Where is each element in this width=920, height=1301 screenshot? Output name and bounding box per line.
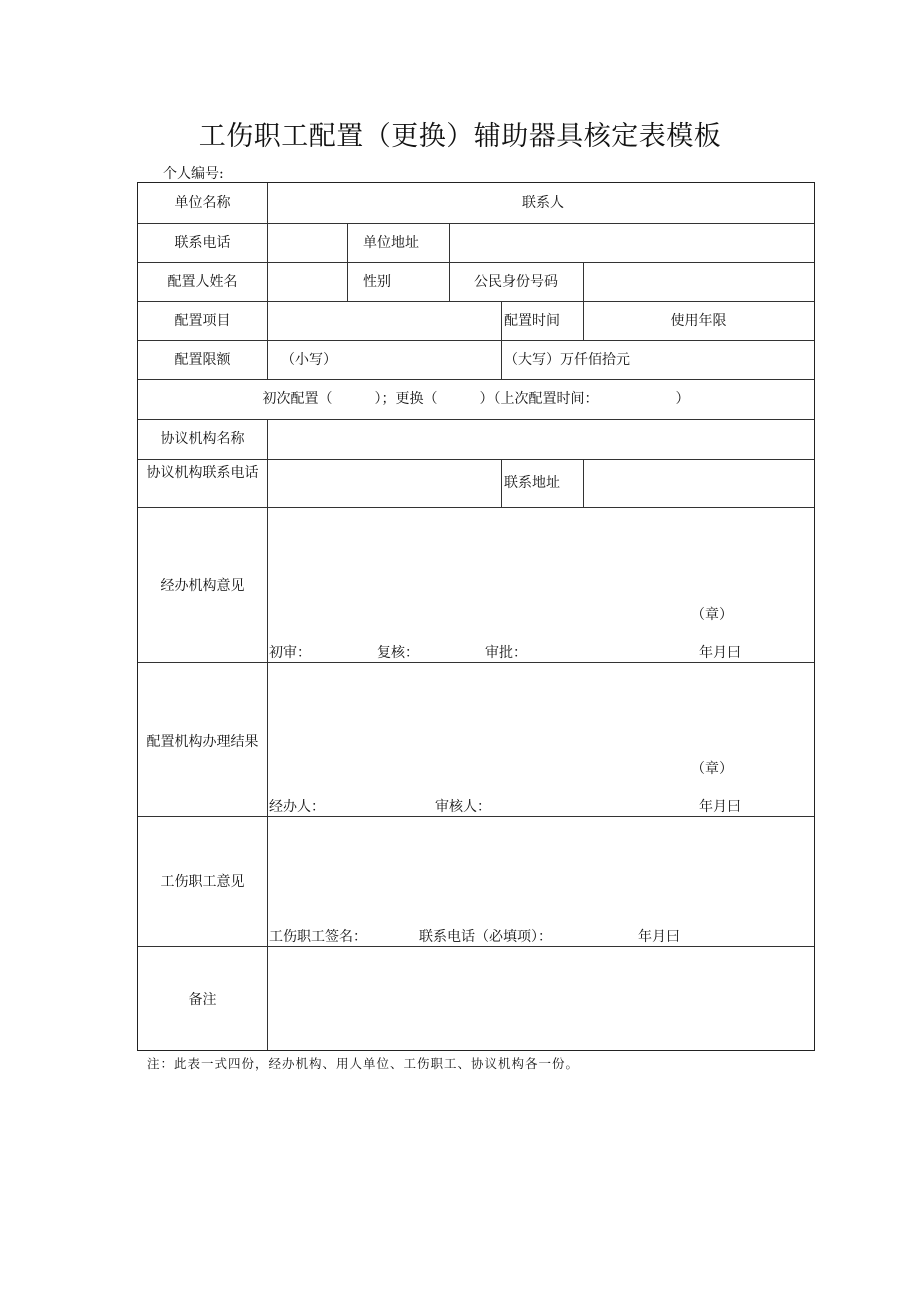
config-item-label: 配置项目 bbox=[174, 313, 231, 329]
column-divider bbox=[501, 301, 502, 379]
remarks-label: 备注 bbox=[188, 992, 217, 1008]
row-divider bbox=[138, 946, 814, 947]
unit-address-label: 单位地址 bbox=[363, 235, 419, 251]
column-divider bbox=[267, 183, 268, 379]
column-divider bbox=[347, 223, 348, 301]
approval-form-table bbox=[137, 182, 815, 1051]
row-divider bbox=[138, 459, 814, 460]
personal-id-label: 个人编号: bbox=[163, 166, 224, 182]
worker-signature-label: 工伤职工签名： bbox=[269, 929, 367, 945]
date-field: 年月曰 bbox=[699, 799, 741, 815]
column-divider bbox=[583, 262, 584, 301]
row-divider bbox=[138, 507, 814, 508]
handler-label: 经办人： bbox=[269, 799, 325, 815]
row-divider bbox=[138, 262, 814, 263]
config-time-label: 配置时间 bbox=[504, 313, 560, 329]
row-divider bbox=[138, 301, 814, 302]
worker-opinion-label: 工伤职工意见 bbox=[160, 874, 245, 890]
footnote: 注：此表一式四份，经办机构、用人单位、工伤职工、协议机构各一份。 bbox=[147, 1056, 580, 1071]
row-divider bbox=[138, 662, 814, 663]
column-divider bbox=[267, 419, 268, 1050]
first-review-label: 初审： bbox=[269, 645, 311, 661]
column-divider bbox=[583, 459, 584, 507]
person-name-label: 配置人姓名 bbox=[167, 274, 238, 290]
approve-label: 审批： bbox=[485, 645, 527, 661]
date-field: 年月曰 bbox=[699, 645, 741, 661]
unit-name-label: 单位名称 bbox=[174, 195, 231, 211]
usage-years-label: 使用年限 bbox=[670, 313, 727, 329]
date-field: 年月曰 bbox=[638, 929, 680, 945]
config-type-line: 初次配置（ ）；更换（ ）（上次配置时间： ） bbox=[262, 391, 690, 407]
recheck-label: 复核： bbox=[377, 645, 419, 661]
limit-label: 配置限额 bbox=[174, 352, 231, 368]
row-divider bbox=[138, 379, 814, 380]
gender-label: 性别 bbox=[363, 274, 391, 290]
worker-phone-label: 联系电话（必填项）： bbox=[419, 929, 552, 945]
row-divider bbox=[138, 419, 814, 420]
page-title: 工伤职工配置（更换）辅助器具核定表模板 bbox=[198, 121, 722, 152]
row-divider bbox=[138, 223, 814, 224]
seal-mark: （章） bbox=[691, 607, 733, 623]
contact-phone-label: 联系电话 bbox=[174, 235, 231, 251]
contact-address-label: 联系地址 bbox=[504, 475, 560, 491]
row-divider bbox=[138, 816, 814, 817]
row-divider bbox=[138, 340, 814, 341]
seal-mark: （章） bbox=[691, 761, 733, 777]
reviewer-label: 审核人： bbox=[435, 799, 491, 815]
agency-name-label: 协议机构名称 bbox=[160, 431, 245, 447]
handling-opinion-label: 经办机构意见 bbox=[160, 578, 245, 594]
result-label: 配置机构办理结果 bbox=[146, 734, 259, 750]
uppercase-amount-label: （大写）万仟佰拾元 bbox=[504, 352, 630, 368]
agency-phone-label: 协议机构联系电话 bbox=[146, 465, 259, 481]
id-number-label: 公民身份号码 bbox=[474, 274, 558, 290]
contact-person-label: 联系人 bbox=[522, 195, 564, 211]
column-divider bbox=[501, 459, 502, 507]
lowercase-amount-label: （小写） bbox=[281, 352, 337, 368]
